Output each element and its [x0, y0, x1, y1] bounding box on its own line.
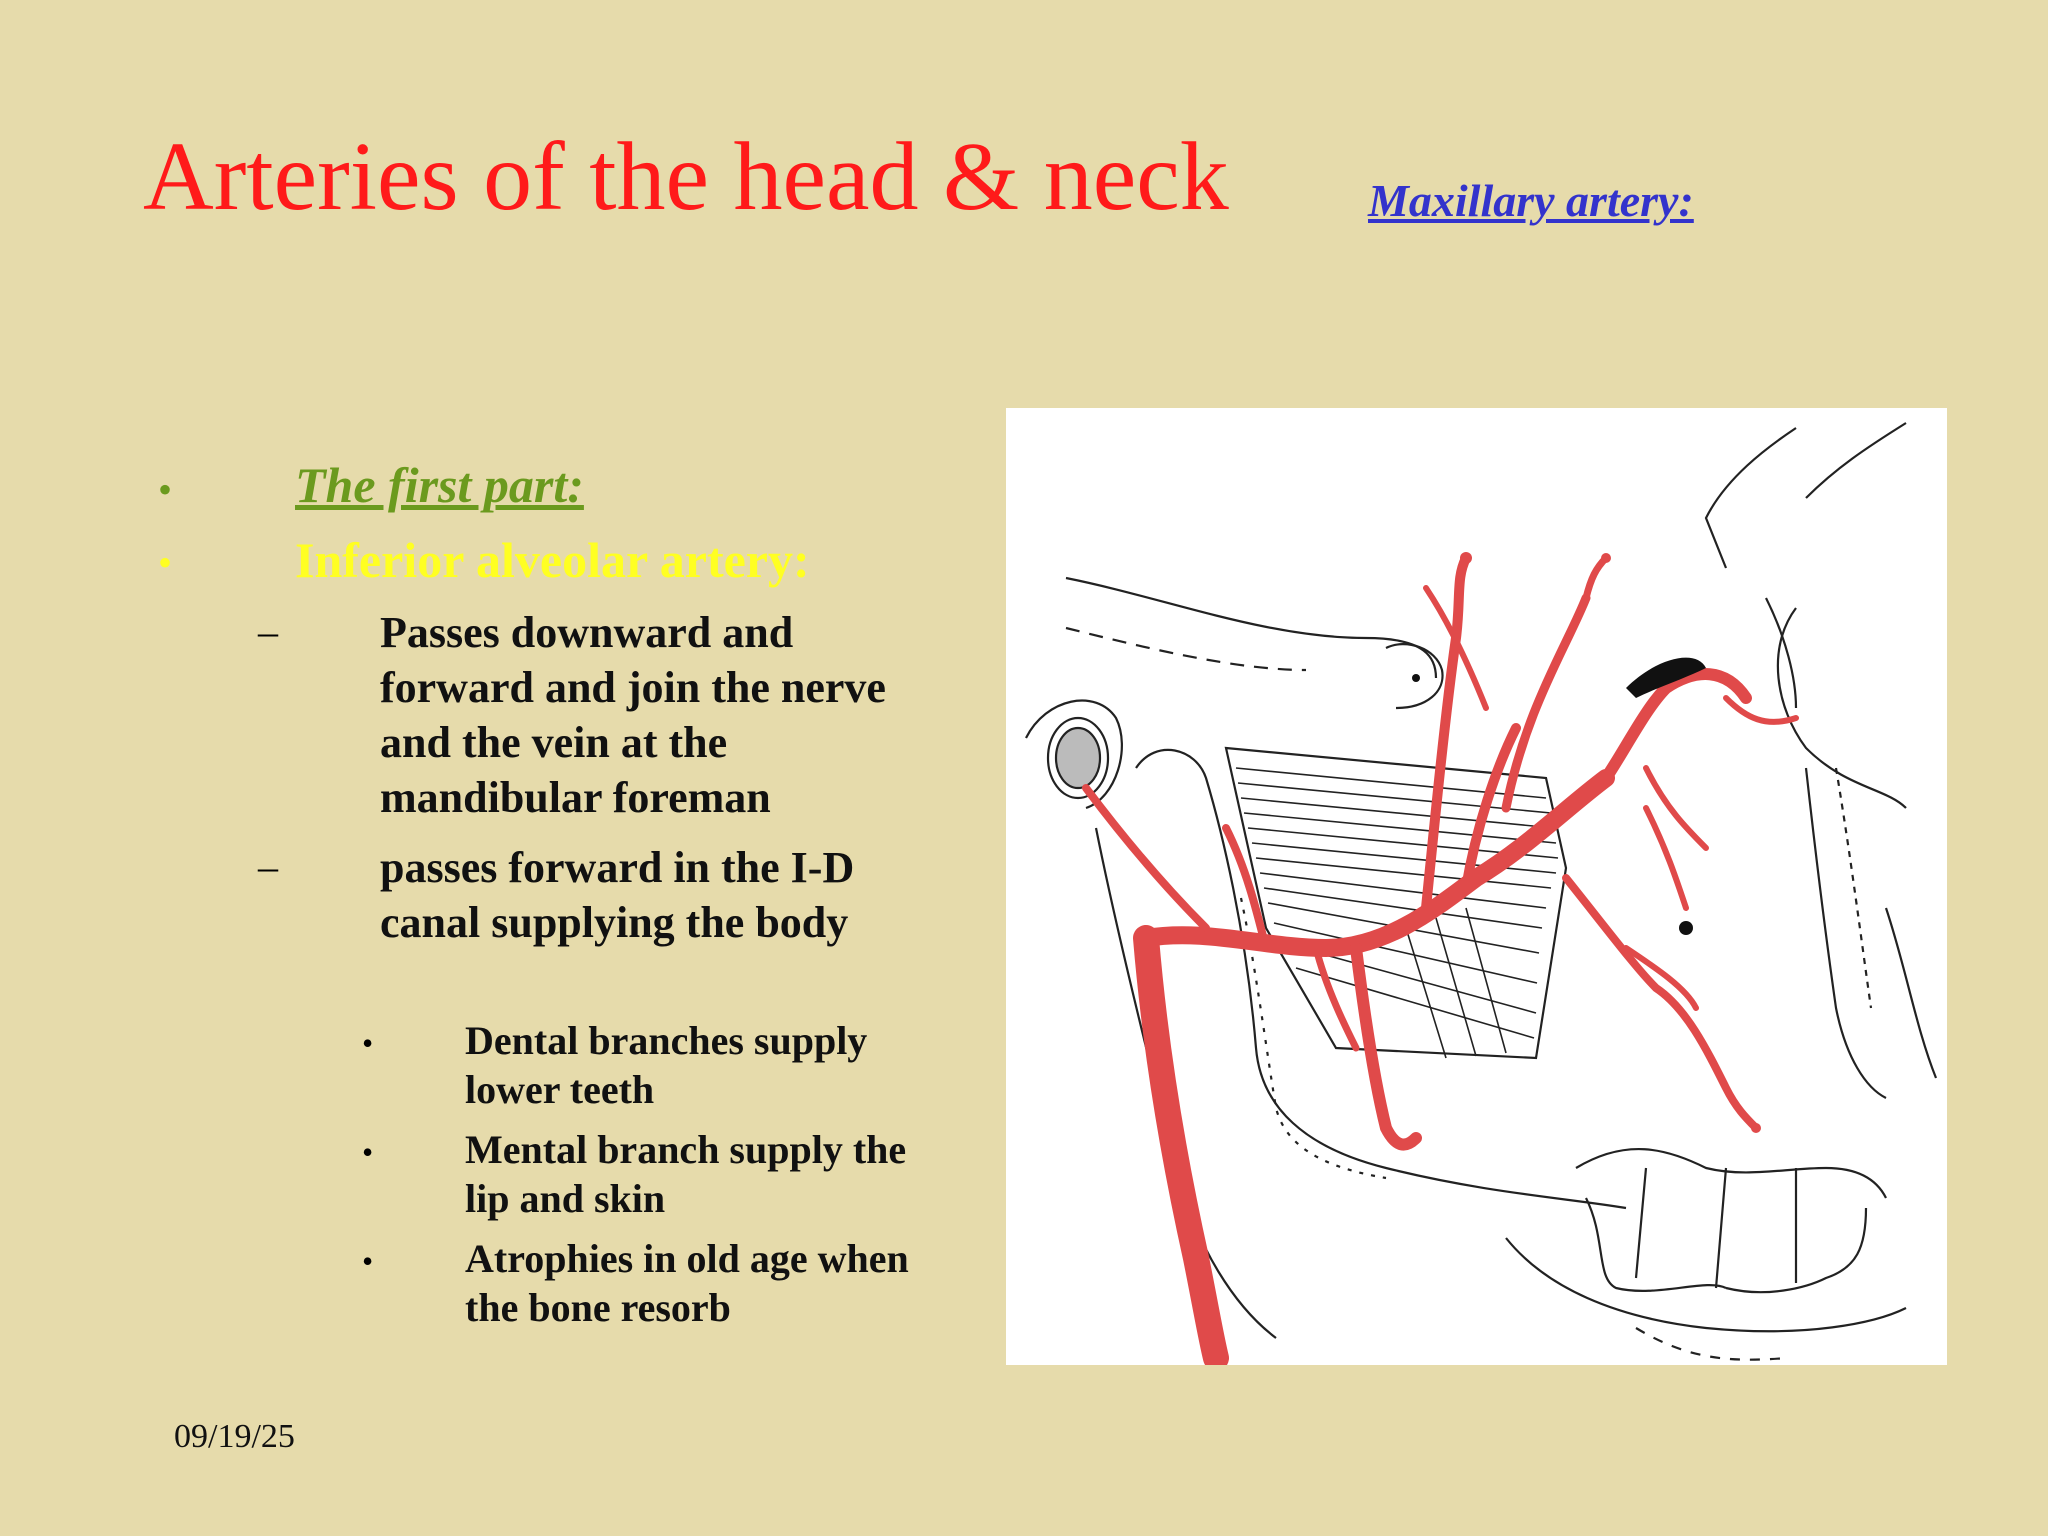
subpoint-dental-branches: Dental branches supply lower teeth: [465, 1018, 868, 1112]
bullet-marker: •: [158, 540, 173, 585]
maxillary-artery-illustration: [1006, 408, 1947, 1365]
dash-marker: –: [258, 844, 278, 889]
dot-marker: •: [362, 1025, 374, 1061]
slide-date: 09/19/25: [174, 1418, 295, 1455]
subpoint-mental-branch: Mental branch supply the lip and skin: [465, 1127, 907, 1221]
point-passes-forward: passes forward in the I-D canal supplying the body: [380, 843, 855, 947]
bullet-marker: •: [158, 467, 173, 512]
point-passes-downward: Passes downward and forward and join the nerve and the vein at the mandibular foreman: [380, 608, 886, 822]
anatomy-drawing: [1006, 408, 1947, 1365]
heading-inferior-alveolar-artery: Inferior alveolar artery:: [295, 532, 810, 588]
heading-first-part: The first part:: [295, 457, 584, 513]
slide-subtitle-link[interactable]: Maxillary artery:: [1368, 175, 1694, 226]
dot-marker: •: [362, 1243, 374, 1279]
slide-title: Arteries of the head & neck: [143, 123, 1229, 231]
dot-marker: •: [362, 1134, 374, 1170]
dash-marker: –: [258, 609, 278, 654]
subpoint-atrophies: Atrophies in old age when the bone resorb: [465, 1236, 909, 1330]
